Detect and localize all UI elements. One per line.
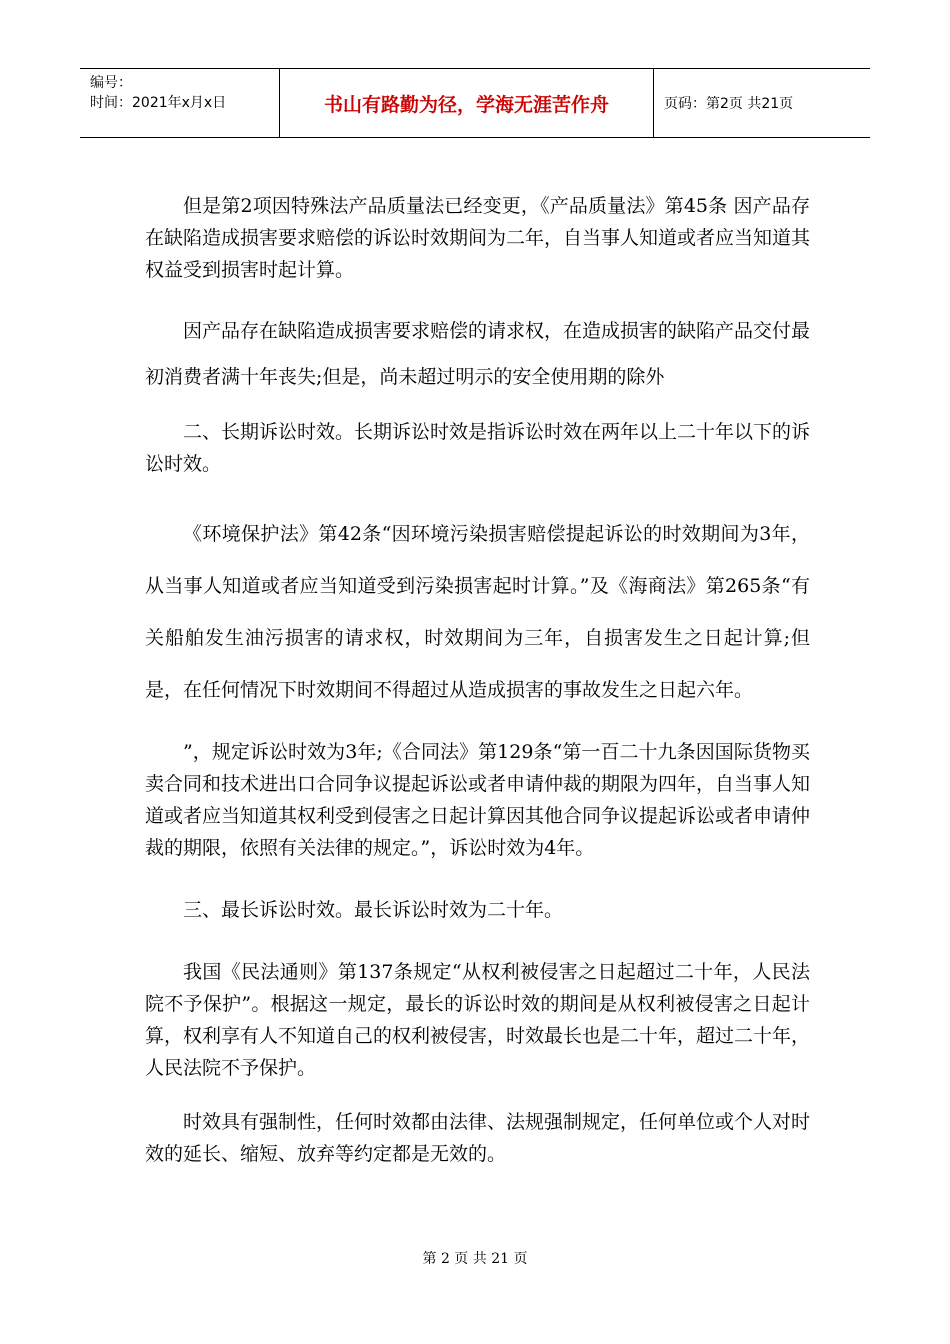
paragraph-3: 二、长期诉讼时效。长期诉讼时效是指诉讼时效在两年以上二十年以下的诉讼时效。: [145, 421, 811, 475]
date-label: 时间：2021年x月x日: [90, 95, 227, 111]
page-header: [80, 68, 870, 138]
document-body: [145, 190, 810, 1170]
paragraph-1: 但是第2项因特殊法产品质量法已经变更，《产品质量法》第45条 因产品存在缺陷造成损害要求赔偿的诉讼时效期间为二年，自当事人知道或者应当知道其权益受到损害时起计算。: [145, 195, 811, 281]
paragraph-6: 三、最长诉讼时效。最长诉讼时效为二十年。: [183, 899, 564, 921]
paragraph-7: 我国《民法通则》第137条规定“从权利被侵害之日起超过二十年，人民法院不予保护”。根据这一规定，最长的诉讼时效的期间是从权利被侵害之日起计算，权利享有人不知道自己的权利被侵害，时效最长也是二十年，超过二十年，人民法院不予保护。: [145, 961, 811, 1079]
number-label: 编号：: [90, 75, 132, 91]
paragraph-8: 时效具有强制性，任何时效都由法律、法规强制规定，任何单位或个人对时效的延长、缩短、放弃等约定都是无效的。: [145, 1111, 811, 1165]
header-page-info: 页码：第2页 共21页: [664, 96, 794, 112]
header-meta: [80, 69, 280, 137]
paragraph-4: 《环境保护法》第42条“因环境污染损害赔偿提起诉讼的时效期间为3年，从当事人知道或者应当知道受到污染损害起时计算。”及《海商法》第265条“有关船舶发生油污损害的请求权，时效期间为三年，自损害发生之日起计算;但是，在任何情况下时效期间不得超过从造成损害的事故发生之日起六年。: [145, 523, 810, 701]
paragraph-5: ”，规定诉讼时效为3年;《合同法》第129条“第一百二十九条因国际货物买卖合同和技术进出口合同争议提起诉讼或者申请仲裁的期限为四年，自当事人知道或者应当知道其权利受到侵害之日起计算因其他合同争议提起诉讼或者申请仲裁的期限，依照有关法律的规定。”，诉讼时效为4年。: [145, 741, 811, 859]
paragraph-2: 因产品存在缺陷造成损害要求赔偿的请求权，在造成损害的缺陷产品交付最初消费者满十年丧失;但是，尚未超过明示的安全使用期的除外: [145, 320, 811, 388]
header-motto: 书山有路勤为径，学海无涯苦作舟: [280, 69, 654, 137]
page-footer: 第 2 页 共 21 页: [422, 1251, 528, 1267]
